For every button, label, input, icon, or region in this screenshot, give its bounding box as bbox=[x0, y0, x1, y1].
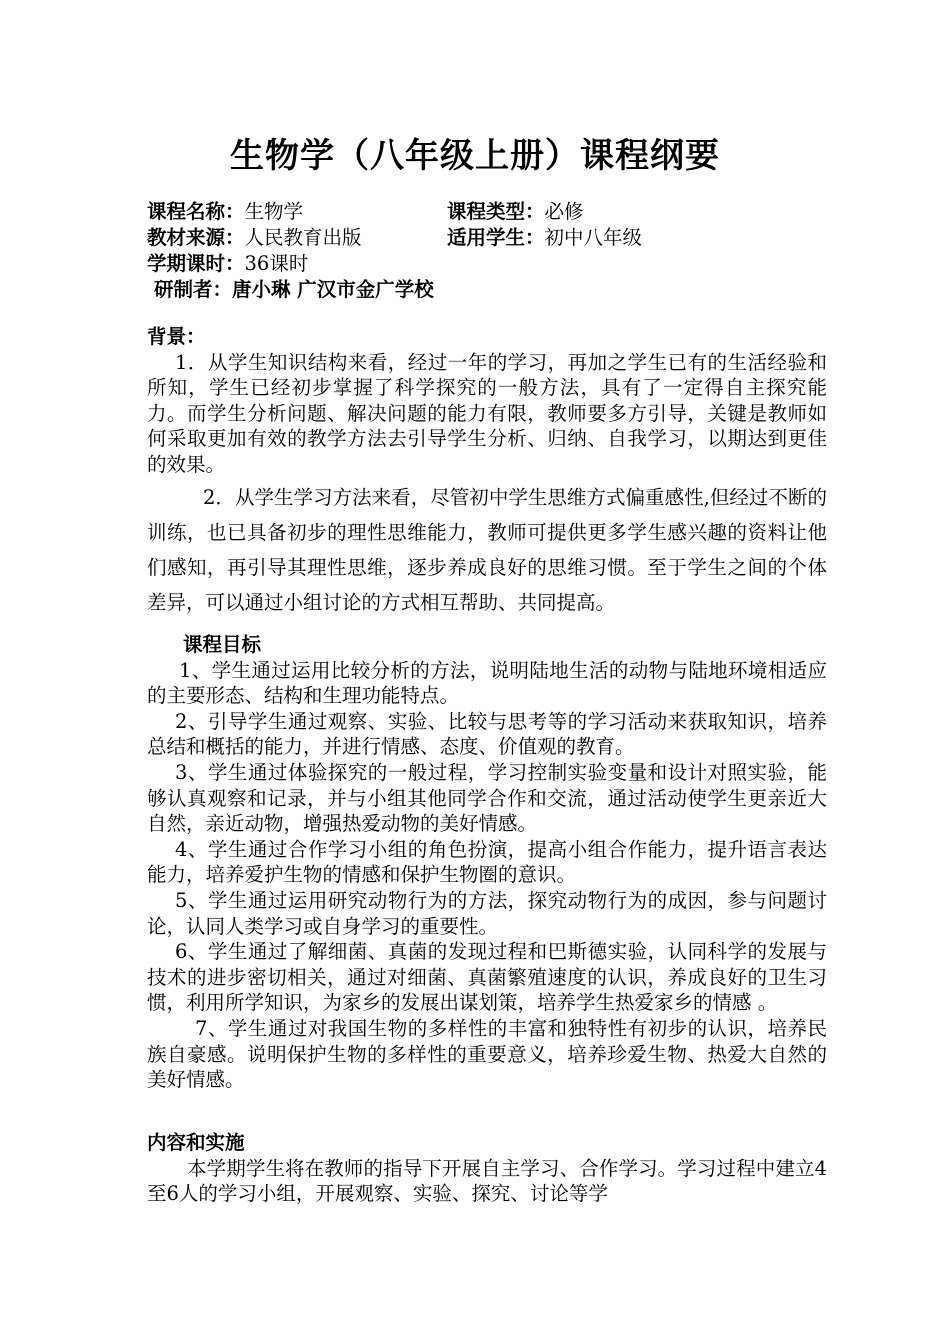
goal-item-1: 1、学生通过运用比较分析的方法，说明陆地生活的动物与陆地环境相适应的主要形态、结构和生理功能特点。 bbox=[147, 658, 827, 708]
students-value: 初中八年级 bbox=[544, 226, 643, 249]
course-name-label: 课程名称： bbox=[147, 200, 245, 223]
meta-row-1 bbox=[147, 199, 584, 225]
background-paragraph-2: 2．从学生学习方法来看，尽管初中学生思维方式偏重感性,但经过不断的训练，也已具备初步的理性思维能力，教师可提供更多学生感兴趣的资料让他们感知，再引导其理性思维，逐步养成良好的思维习惯。至于学生之间的个体差异，可以通过小组讨论的方式相互帮助、共同提高。 bbox=[147, 485, 827, 614]
background-heading: 背景： bbox=[147, 325, 206, 348]
goals-heading: 课程目标 bbox=[183, 633, 262, 656]
background-section bbox=[147, 324, 827, 620]
course-type-label: 课程类型： bbox=[447, 200, 545, 223]
author-line: 研制者：唐小琳 广汉市金广学校 bbox=[154, 278, 434, 301]
goal-item-2: 2、引导学生通过观察、实验、比较与思考等的学习活动来获取知识，培养总结和概括的能力，并进行情感、态度、价值观的教育。 bbox=[147, 709, 827, 759]
textbook-value: 人民教育出版 bbox=[244, 226, 362, 249]
content-paragraph-1: 本学期学生将在教师的指导下开展自主学习、合作学习。学习过程中建立4至6人的学习小组，开展观察、实验、探究、讨论等学 bbox=[147, 1156, 827, 1206]
course-name-value: 生物学 bbox=[244, 200, 304, 223]
goals-section bbox=[147, 632, 827, 1093]
goal-item-6: 6、学生通过了解细菌、真菌的发现过程和巴斯德实验，认同科学的发展与技术的进步密切相关，通过对细菌、真菌繁殖速度的认识，养成良好的卫生习惯，利用所学知识，为家乡的发展出谋划策，培养学生热爱家乡的情感 。 bbox=[147, 940, 827, 1015]
content-heading: 内容和实施 bbox=[147, 1131, 245, 1154]
content-section bbox=[147, 1130, 827, 1207]
students-label: 适用学生： bbox=[447, 226, 545, 249]
textbook-label: 教材来源： bbox=[147, 226, 245, 249]
goal-item-5: 5、学生通过运用研究动物行为的方法，探究动物行为的成因，参与问题讨论，认同人类学习或自身学习的重要性。 bbox=[147, 888, 827, 938]
hours-value: 36课时 bbox=[244, 252, 309, 275]
background-paragraph-1: 1．从学生知识结构来看，经过一年的学习，再加之学生已有的生活经验和所知，学生已经初步掌握了科学探究的一般方法，具有了一定得自主探究能力。而学生分析问题、解决问题的能力有限，教师要多方引导，关键是教师如何采取更加有效的教学方法去引导学生分析、归纳、自我学习，以期达到更佳的效果。 bbox=[147, 350, 827, 476]
goal-item-3: 3、学生通过体验探究的一般过程，学习控制实验变量和设计对照实验，能够认真观察和记录，并与小组其他同学合作和交流，通过活动使学生更亲近大自然，亲近动物，增强热爱动物的美好情感。 bbox=[147, 760, 827, 836]
hours-label: 学期课时： bbox=[147, 252, 245, 275]
meta-row-4 bbox=[154, 277, 434, 303]
goal-item-4: 4、学生通过合作学习小组的角色扮演，提高小组合作能力，提升语言表达能力，培养爱护生物的情感和保护生物圈的意识。 bbox=[147, 837, 827, 887]
course-type-value: 必修 bbox=[544, 200, 584, 223]
meta-row-2 bbox=[147, 225, 643, 251]
page-title: 生物学（八年级上册）课程纲要 bbox=[230, 136, 720, 176]
meta-row-3 bbox=[147, 251, 308, 277]
goal-item-7: 7、学生通过对我国生物的多样性的丰富和独特性有初步的认识，培养民族自豪感。说明保护生物的多样性的重要意义，培养珍爱生物、热爱大自然的美好情感。 bbox=[147, 1016, 827, 1092]
